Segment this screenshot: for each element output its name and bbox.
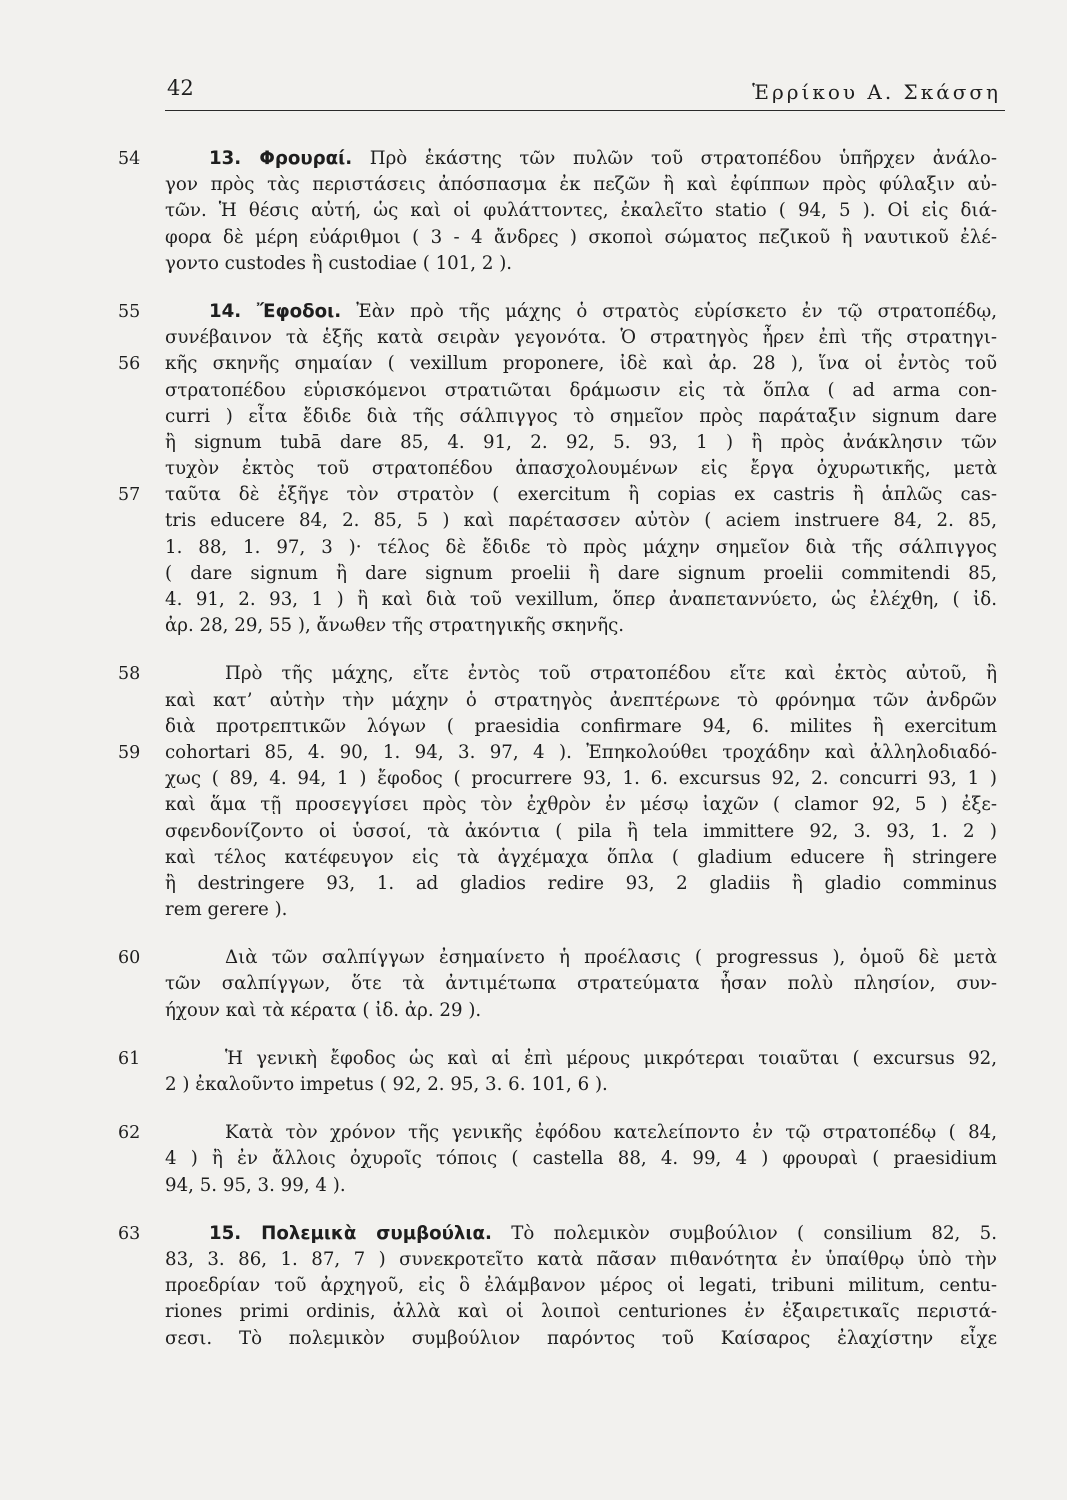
text-line xyxy=(165,998,997,1024)
line-text: τυχὸν ἐκτὸς τοῦ στρατοπέδου ἀπασχολουμένων εἰς ἔργα ὀχυρωτικῆς, μετὰ xyxy=(165,458,997,480)
line-text: 4. 91, 2. 93, 1 ) ἢ καὶ διὰ τοῦ vexillum, ὅπερ ἀναπεταννύετο, ὡς ἐλέχθη, ( ἰδ. xyxy=(165,589,997,610)
margin-section-number: 59 xyxy=(118,742,141,763)
line-text: καὶ κατ’ αὐτὴν τὴν μάχην ὁ στρατηγὸς ἀνεπτέρωνε τὸ φρόνημα τῶν ἀνδρῶν xyxy=(165,689,997,711)
page-body xyxy=(118,146,997,1352)
text-line xyxy=(118,1120,997,1146)
margin-section-number: 60 xyxy=(118,948,141,969)
text-line xyxy=(165,971,997,997)
line-text: κῆς σκηνῆς σημαίαν ( vexillum proponere, ἰδὲ καὶ ἀρ. 28 ), ἵνα οἱ ἐντὸς τοῦ xyxy=(165,353,997,375)
line-text: 2 ) ἐκαλοῦντο impetus ( 92, 2. 95, 3. 6. 101, 6 ). xyxy=(165,1074,608,1095)
line-text: cohortari 85, 4. 90, 1. 94, 3. 97, 4 ). Ἐπηκολούθει τροχάδην καὶ ἀλληλοδιαδό- xyxy=(165,741,997,763)
line-text: 1. 88, 1. 97, 3 )· τέλος δὲ ἔδιδε τὸ πρὸς μάχην σημεῖον διὰ τῆς σάλπιγγος xyxy=(165,536,997,558)
text-line xyxy=(165,404,997,430)
line-text: τῶν σαλπίγγων, ὅτε τὰ ἀντιμέτωπα στρατεύματα ἦσαν πολὺ πλησίον, συν- xyxy=(165,973,997,995)
margin-section-number: 56 xyxy=(118,354,141,375)
line-text: γοντο custodes ἢ custodiae ( 101, 2 ). xyxy=(165,252,513,274)
line-text: καὶ τέλος κατέφευγον εἰς τὰ ἀγχέμαχα ὅπλα ( gladium educere ἢ stringere xyxy=(165,846,997,868)
page-header xyxy=(165,74,1005,111)
text-line xyxy=(165,1326,997,1352)
margin-section-number: 58 xyxy=(118,664,141,685)
text-line xyxy=(165,587,997,613)
text-line xyxy=(165,897,997,923)
text-line xyxy=(165,1173,997,1199)
paragraph xyxy=(118,945,997,1024)
text-line xyxy=(118,945,997,971)
paragraph xyxy=(118,146,997,277)
paragraph xyxy=(118,299,997,639)
paragraph xyxy=(118,1120,997,1199)
text-line xyxy=(165,1146,997,1172)
text-line xyxy=(165,1299,997,1325)
text-line xyxy=(165,1072,997,1098)
text-line xyxy=(118,351,997,377)
text-line xyxy=(118,1221,997,1247)
margin-section-number: 57 xyxy=(118,485,141,506)
line-text: τῶν. Ἡ θέσις αὐτή, ὡς καὶ οἱ φυλάττοντες, ἐκαλεῖτο statio ( 94, 5 ). Οἱ εἰς διά- xyxy=(165,200,997,222)
text-line xyxy=(165,845,997,871)
line-text: σφενδονίζοντο οἱ ὑσσοί, τὰ ἀκόντια ( pila ἢ tela immittere 92, 3. 93, 1. 2 ) xyxy=(165,820,997,842)
text-line xyxy=(118,482,997,508)
line-text: Πρὸ ἑκάστης τῶν πυλῶν τοῦ στρατοπέδου ὑπῆρχεν ἀνάλο- xyxy=(352,148,997,169)
line-text: χως ( 89, 4. 94, 1 ) ἔφοδος ( procurrere 93, 1. 6. excursus 92, 2. concurri 93, 1 ) xyxy=(165,768,997,790)
text-line xyxy=(165,251,997,277)
paragraph xyxy=(118,1221,997,1352)
line-text: συνέβαινον τὰ ἑξῆς κατὰ σειρὰν γεγονότα. Ὁ στρατηγὸς ἦρεν ἐπὶ τῆς στρατηγι- xyxy=(165,327,997,349)
section-heading: 15. Πολεμικὰ συμβούλια. xyxy=(209,1222,492,1244)
line-text: rem gerere ). xyxy=(165,899,288,921)
margin-section-number: 54 xyxy=(118,149,141,169)
text-line xyxy=(165,766,997,792)
section-heading: 13. Φρουραί. xyxy=(209,148,353,169)
line-text: curri ) εἶτα ἔδιδε διὰ τῆς σάλπιγγος τὸ σημεῖον πρὸς παράταξιν signum dare xyxy=(165,405,997,427)
text-line xyxy=(165,508,997,534)
text-line xyxy=(118,299,997,325)
text-line xyxy=(165,613,997,639)
text-line xyxy=(165,1273,997,1299)
text-line xyxy=(165,430,997,456)
text-line xyxy=(165,792,997,818)
page-number: 42 xyxy=(167,76,194,100)
text-line xyxy=(165,535,997,561)
text-line xyxy=(118,661,997,687)
text-line xyxy=(165,688,997,714)
line-text: tris educere 84, 2. 85, 5 ) καὶ παρέτασσεν αὐτὸν ( aciem instruere 84, 2. 85, xyxy=(165,510,997,532)
text-line xyxy=(165,378,997,404)
line-text: προεδρίαν τοῦ ἀρχηγοῦ, εἰς ὃ ἐλάμβανον μέρος οἱ legati, tribuni militum, centu- xyxy=(165,1275,997,1297)
line-text: Διὰ τῶν σαλπίγγων ἐσημαίνετο ἡ προέλασις ( progressus ), ὁμοῦ δὲ μετὰ xyxy=(225,947,997,969)
line-text: ήχουν καὶ τὰ κέρατα ( ἰδ. ἀρ. 29 ). xyxy=(165,999,482,1021)
line-text: διὰ προτρεπτικῶν λόγων ( praesidia confirmare 94, 6. milites ἢ exercitum xyxy=(165,715,997,737)
text-line xyxy=(118,146,997,172)
running-title: Ἑρρίκου Α. Σκάσση xyxy=(752,80,1001,104)
line-text: riones primi ordinis, ἀλλὰ καὶ οἱ λοιποὶ centuriones ἐν ἐξαιρετικαῖς περιστά- xyxy=(165,1301,997,1323)
line-text: 94, 5. 95, 3. 99, 4 ). xyxy=(165,1174,346,1196)
text-line xyxy=(165,871,997,897)
line-text: ἢ destringere 93, 1. ad gladios redire 93, 2 gladiis ἢ gladio comminus xyxy=(165,872,997,894)
text-line xyxy=(165,714,997,740)
text-line xyxy=(165,819,997,845)
line-text: Κατὰ τὸν χρόνον τῆς γενικῆς ἐφόδου κατελείποντο ἐν τῷ στρατοπέδῳ ( 84, xyxy=(225,1122,997,1144)
line-text: στρατοπέδου εὑρισκόμενοι στρατιῶται δράμωσιν εἰς τὰ ὅπλα ( ad arma con- xyxy=(165,379,997,401)
text-line xyxy=(165,456,997,482)
line-text: 83, 3. 86, 1. 87, 7 ) συνεκροτεῖτο κατὰ πᾶσαν πιθανότητα ἐν ὑπαίθρῳ ὑπὸ τὴν xyxy=(165,1248,997,1270)
line-text: ταῦτα δὲ ἐξῆγε τὸν στρατὸν ( exercitum ἢ copias ex castris ἢ ἁπλῶς cas- xyxy=(165,484,997,506)
paragraph xyxy=(118,1046,997,1098)
line-text: 4 ) ἢ ἐν ἄλλοις ὀχυροῖς τόποις ( castella 88, 4. 99, 4 ) φρουραὶ ( praesidium xyxy=(165,1148,997,1170)
line-text: καὶ ἅμα τῇ προσεγγίσει πρὸς τὸν ἐχθρὸν ἐν μέσῳ ἰαχῶν ( clamor 92, 5 ) ἐξε- xyxy=(165,794,997,816)
margin-section-number: 55 xyxy=(118,301,141,322)
line-text: ἀρ. 28, 29, 55 ), ἄνωθεν τῆς στρατηγικῆς σκηνῆς. xyxy=(165,615,625,637)
line-text: Πρὸ τῆς μάχης, εἴτε ἐντὸς τοῦ στρατοπέδου εἴτε καὶ ἐκτὸς αὐτοῦ, ἢ xyxy=(225,663,997,685)
margin-section-number: 62 xyxy=(118,1123,141,1144)
line-text: Τὸ πολεμικὸν συμβούλιον ( consilium 82, 5. xyxy=(491,1222,997,1244)
text-line xyxy=(165,1247,997,1273)
text-line xyxy=(165,172,997,198)
text-line xyxy=(165,561,997,587)
line-text: Ἡ γενικὴ ἔφοδος ὡς καὶ αἱ ἐπὶ μέρους μικρότεραι τοιαῦται ( excursus 92, xyxy=(225,1047,997,1069)
line-text: ( dare signum ἢ dare signum proelii ἢ dare signum proelii commitendi 85, xyxy=(165,562,997,584)
paragraph xyxy=(118,661,997,923)
section-heading: 14. Ἔφοδοι. xyxy=(209,300,342,322)
line-text: Ἐὰν πρὸ τῆς μάχης ὁ στρατὸς εὑρίσκετο ἐν τῷ στρατοπέδῳ, xyxy=(341,300,997,322)
line-text: γον πρὸς τὰς περιστάσεις ἀπόσπασμα ἐκ πεζῶν ἢ καὶ ἐφίππων πρὸς φύλαξιν αὐ- xyxy=(165,174,997,196)
text-line xyxy=(165,225,997,251)
text-line xyxy=(118,1046,997,1072)
margin-section-number: 61 xyxy=(118,1048,141,1069)
text-line xyxy=(165,198,997,224)
text-line xyxy=(165,325,997,351)
line-text: φορα δὲ μέρη εὐάριθμοι ( 3 - 4 ἄνδρες ) σκοποὶ σώματος πεζικοῦ ἢ ναυτικοῦ ἐλέ- xyxy=(165,226,997,248)
line-text: ἢ signum tubā dare 85, 4. 91, 2. 92, 5. 93, 1 ) ἢ πρὸς ἀνάκλησιν τῶν xyxy=(165,431,997,453)
margin-section-number: 63 xyxy=(118,1223,141,1244)
line-text: σεσι. Τὸ πολεμικὸν συμβούλιον παρόντος τοῦ Καίσαρος ἐλαχίστην εἶχε xyxy=(165,1327,997,1349)
text-line xyxy=(118,740,997,766)
